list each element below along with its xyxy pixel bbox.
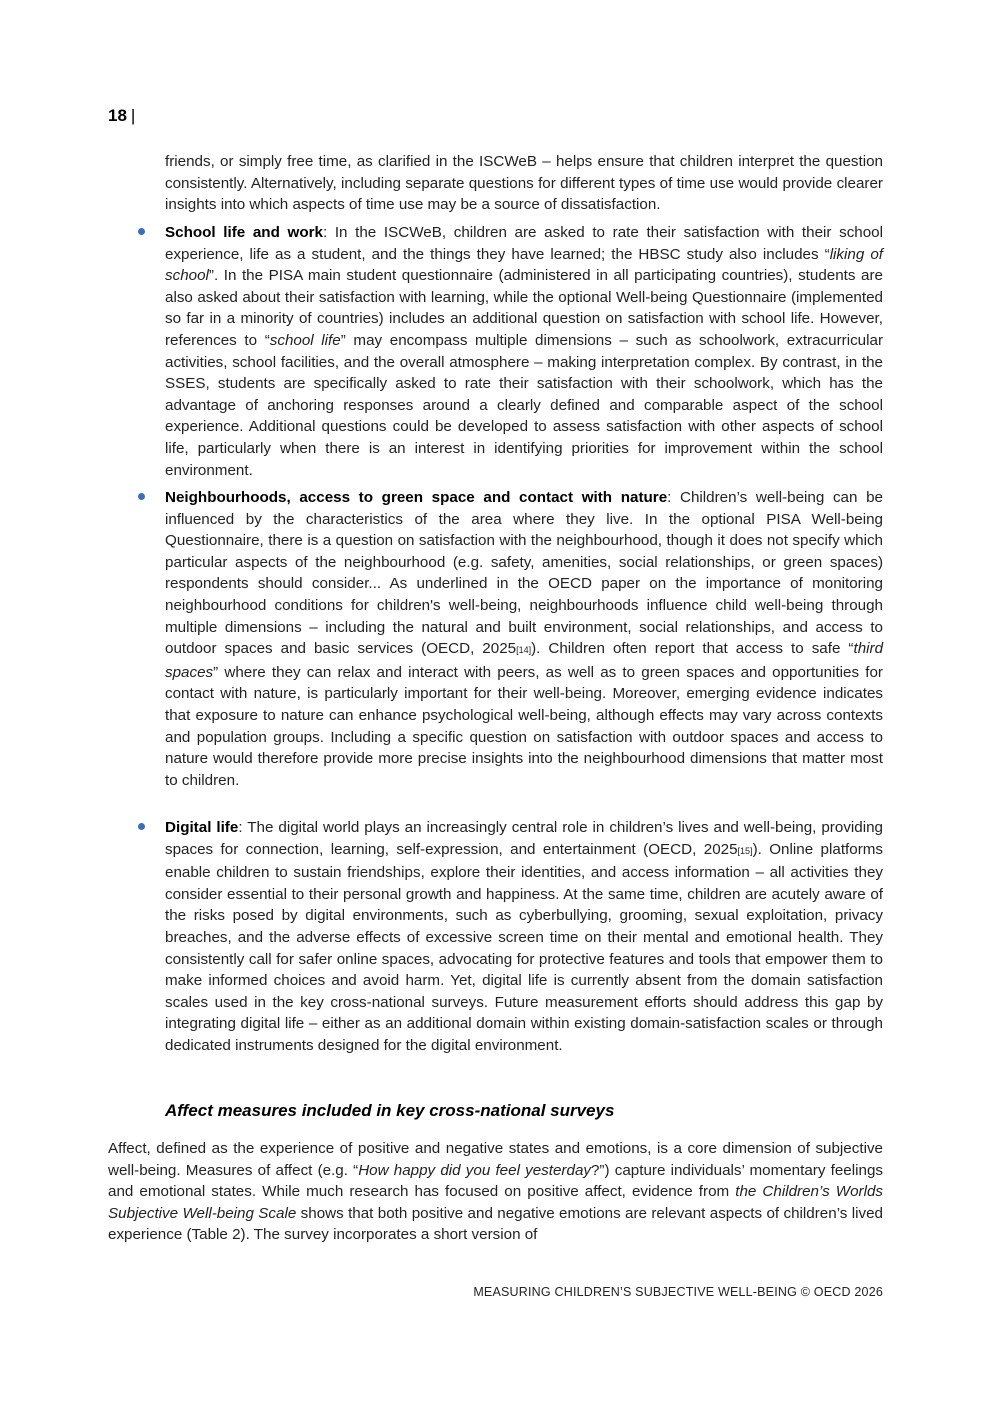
body-paragraph <box>108 1138 883 1246</box>
section-heading: Affect measures included in key cross-national surveys <box>165 1101 615 1120</box>
citation-reference: [15] <box>737 845 753 856</box>
bullet-marker-icon <box>138 493 145 500</box>
bullet-text <box>165 487 883 791</box>
bullet-text <box>165 222 883 481</box>
bullet-italic: liking of school <box>165 245 883 285</box>
citation-reference: [14] <box>516 645 532 656</box>
bullet-body: ”. In the PISA main student questionnaire (administered in all participating countries), students are also asked about their satisfaction with learning, while the optional Well-being Questionnaire (implemented so far in a minority of countries) includes an additional question on satisfaction with school life. However, references to “ <box>165 267 883 349</box>
page-footer: MEASURING CHILDREN’S SUBJECTIVE WELL-BEING © OECD 2026 <box>473 1285 883 1299</box>
page-number-separator: | <box>130 106 136 125</box>
bullet-title: School life and work <box>165 224 323 241</box>
body-italic: How happy did you feel yesterday <box>358 1161 591 1179</box>
bullet-marker-icon <box>138 823 145 830</box>
bullet-body: ). Children often report that access to safe “ <box>531 640 854 658</box>
bullet-body: ). Online platforms enable children to sustain friendships, explore their identities, and access information – all activities they consider essential to their personal growth and happiness. At the same time, children are acutely aware of the risks posed by digital environments, such as cyberbullying, grooming, sexual exploitation, privacy breaches, and the adverse effects of excessive screen time on their mental and emotional health. They consistently call for safer online spaces, advocating for protective features and tools that empower them to make informed choices and avoid harm. Yet, digital life is currently absent from the domain satisfaction scales used in the key cross-national surveys. Future measurement efforts should address this gap by integrating digital life – either as an additional domain within existing domain-satisfaction scales or through dedicated instruments designed for the digital environment. <box>165 840 884 1054</box>
bullet-body: : The digital world plays an increasingly central role in children’s lives and well-being, providing spaces for connection, learning, self-expression, and entertainment (OECD, 2025 <box>165 819 883 858</box>
bullet-body: ” where they can relax and interact with peers, as well as to green spaces and opportunities for contact with nature, is particularly important for their well-being. Moreover, emerging evidence indicates that exposure to nature can enhance psychological well-being, although effects may vary across contexts and population groups. Including a specific question on satisfaction with outdoor spaces and access to nature would therefore provide more precise insights into the neighbourhood dimensions that matter most to children. <box>165 663 883 789</box>
bullet-text <box>165 817 883 1057</box>
bullet-title: Neighbourhoods, access to green space and contact with nature <box>165 489 668 506</box>
bullet-body: : In the ISCWeB, children are asked to rate their satisfaction with their school experience, life as a student, and the things they have learned; the HBSC study also includes “ <box>165 224 884 263</box>
bullet-body: ” may encompass multiple dimensions – such as schoolwork, extracurricular activities, school facilities, and the overall atmosphere – making interpretation complex. By contrast, in the SSES, students are specifically asked to rate their satisfaction with their schoolwork, which has the advantage of anchoring responses around a clearly defined and comparable aspect of the school experience. Additional questions could be developed to assess satisfaction with other aspects of school life, particularly when there is an interest in identifying priorities for improvement within the school environment. <box>165 331 884 479</box>
bullet-body: : Children’s well-being can be influenced by the characteristics of the area where they live. In the optional PISA Well-being Questionnaire, there is a question on satisfaction with the neighbourhood, though it does not specify which particular aspects of the neighbourhood (e.g. safety, amenities, social relationships, or green spaces) respondents should consider... As underlined in the OECD paper on the importance of monitoring neighbourhood conditions for children's well-being, neighbourhoods influence child well-being through multiple dimensions – including the natural and built environment, social relationships, and access to outdoor spaces and basic services (OECD, 2025 <box>165 489 883 658</box>
bullet-italic: third spaces <box>165 640 884 681</box>
page-number <box>108 104 135 128</box>
bullet-digital-life <box>108 817 883 1057</box>
body-text: Affect, defined as the experience of positive and negative states and emotions, is a core dimension of subjective well-being. Measures of affect (e.g. “ <box>108 1140 883 1179</box>
continuation-paragraph: friends, or simply free time, as clarified in the ISCWeB – helps ensure that children interpret the question consistently. Alternatively, including separate questions for different types of time use would provide clearer insights into which aspects of time use may be a source of dissatisfaction. <box>165 153 883 214</box>
page-number-value: 18 <box>108 106 127 125</box>
body-text: ?”) capture individuals’ momentary feelings and emotional states. While much research has focused on positive affect, evidence from <box>108 1161 883 1201</box>
bullet-italic: school life <box>269 331 341 349</box>
bullet-marker-icon <box>138 228 145 235</box>
bullet-school-life <box>108 222 883 481</box>
bullet-title: Digital life <box>165 819 239 836</box>
body-italic: the Children’s Worlds Subjective Well-being Scale <box>108 1183 883 1222</box>
bullet-neighbourhoods <box>108 487 883 791</box>
body-text: shows that both positive and negative emotions are relevant aspects of children’s lived experience (Table 2). The survey incorporates a short version of <box>108 1204 883 1244</box>
